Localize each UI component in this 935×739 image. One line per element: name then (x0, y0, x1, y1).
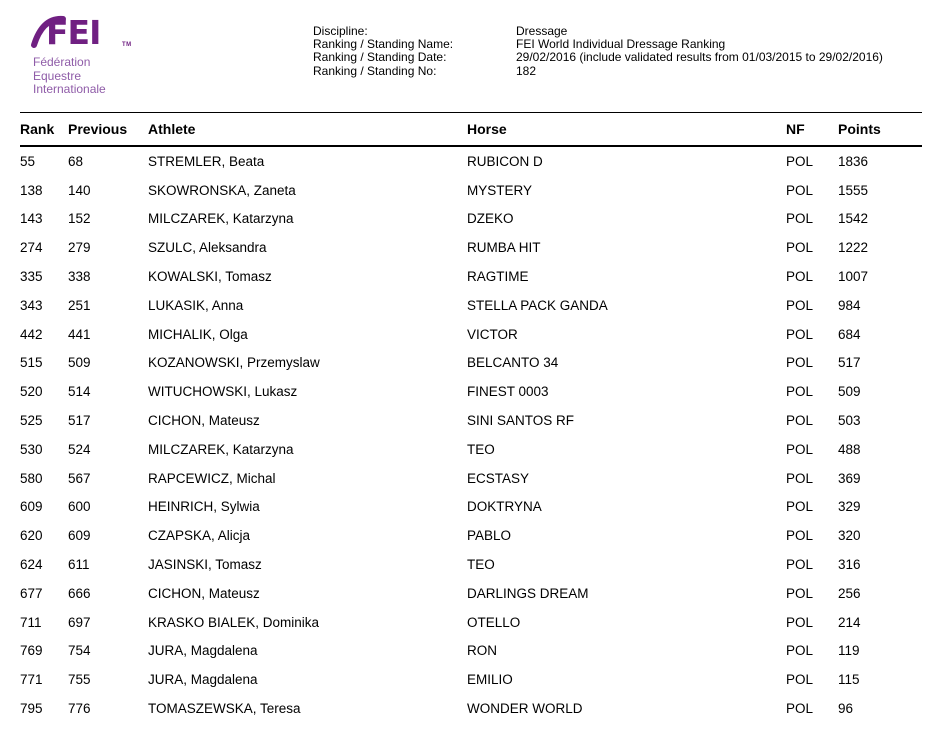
fei-logo (30, 12, 210, 52)
points-cell: 1542 (838, 211, 869, 227)
horse-cell: STELLA PACK GANDA (467, 297, 608, 313)
points-cell: 329 (838, 499, 861, 515)
horse-cell: VICTOR (467, 326, 518, 342)
column-header-rank: Rank (20, 121, 55, 137)
nf-cell: POL (786, 643, 814, 659)
horse-cell: ECSTASY (467, 470, 530, 486)
athlete-cell: JASINSKI, Tomasz (148, 557, 262, 573)
horse-cell: TEO (467, 441, 495, 457)
ranking-date-value: 29/02/2016 (include validated results from 01/03/2015 to 29/02/2016) (516, 50, 883, 65)
points-cell: 96 (838, 701, 854, 717)
previous-cell: 441 (68, 326, 91, 342)
previous-cell: 152 (68, 211, 91, 227)
rank-cell: 520 (20, 384, 43, 400)
table-row (20, 377, 922, 406)
previous-cell: 755 (68, 672, 91, 688)
column-header-horse: Horse (467, 121, 507, 137)
table-row (20, 493, 922, 522)
points-cell: 1222 (838, 240, 869, 256)
nf-cell: POL (786, 470, 814, 486)
nf-cell: POL (786, 413, 814, 429)
logo-subtitle-line: Equestre (33, 68, 82, 83)
rank-cell: 138 (20, 182, 43, 198)
horse-cell: DOKTRYNA (467, 499, 542, 515)
previous-cell: 509 (68, 355, 91, 371)
ranking-table-body (20, 147, 922, 723)
athlete-cell: KOWALSKI, Tomasz (148, 269, 272, 285)
athlete-cell: MICHALIK, Olga (148, 326, 248, 342)
table-row (20, 205, 922, 234)
table-row (20, 233, 922, 262)
rank-cell: 677 (20, 585, 43, 601)
points-cell: 214 (838, 614, 861, 630)
fei-logo-subtitle (33, 56, 106, 97)
table-row (20, 176, 922, 205)
points-cell: 984 (838, 297, 861, 313)
points-cell: 509 (838, 384, 861, 400)
athlete-cell: KRASKO BIALEK, Dominika (148, 614, 320, 630)
horse-cell: TEO (467, 557, 495, 573)
table-row (20, 464, 922, 493)
table-row (20, 320, 922, 349)
previous-cell: 600 (68, 499, 91, 515)
points-cell: 320 (838, 528, 861, 544)
athlete-cell: CZAPSKA, Alicja (148, 528, 251, 544)
athlete-cell: MILCZAREK, Katarzyna (148, 441, 294, 457)
horse-cell: SINI SANTOS RF (467, 413, 575, 429)
horse-cell: DZEKO (467, 211, 514, 227)
nf-cell: POL (786, 384, 814, 400)
nf-cell: POL (786, 614, 814, 630)
nf-cell: POL (786, 499, 814, 515)
previous-cell: 609 (68, 528, 91, 544)
rank-cell: 143 (20, 211, 43, 227)
previous-cell: 68 (68, 153, 84, 169)
points-cell: 517 (838, 355, 861, 371)
table-row (20, 521, 922, 550)
horse-cell: EMILIO (467, 672, 513, 688)
athlete-cell: SKOWRONSKA, Zaneta (148, 182, 296, 198)
table-row (20, 349, 922, 378)
nf-cell: POL (786, 701, 814, 717)
athlete-cell: CICHON, Mateusz (148, 585, 260, 601)
points-cell: 1836 (838, 153, 869, 169)
rank-cell: 343 (20, 297, 43, 313)
table-row (20, 147, 922, 176)
table-row (20, 291, 922, 320)
previous-cell: 140 (68, 182, 91, 198)
trademark-symbol: TM (122, 42, 132, 48)
table-row (20, 694, 922, 723)
ranking-info-labels (313, 25, 453, 78)
table-row (20, 406, 922, 435)
rank-cell: 609 (20, 499, 43, 515)
previous-cell: 338 (68, 269, 91, 285)
ranking-info-values (516, 25, 883, 78)
rank-cell: 620 (20, 528, 43, 544)
rank-cell: 274 (20, 240, 43, 256)
points-cell: 488 (838, 441, 861, 457)
previous-cell: 524 (68, 441, 91, 457)
points-cell: 115 (838, 672, 860, 688)
logo-subtitle-line: Fédération (33, 55, 91, 69)
points-cell: 503 (838, 413, 861, 429)
svg-text:FEI: FEI (46, 13, 101, 52)
nf-cell: POL (786, 240, 814, 256)
previous-cell: 754 (68, 643, 91, 659)
nf-cell: POL (786, 355, 814, 371)
ranking-table-header (20, 112, 922, 147)
table-row (20, 608, 922, 637)
athlete-cell: RAPCEWICZ, Michal (148, 470, 276, 486)
horse-cell: RUMBA HIT (467, 240, 541, 256)
previous-cell: 514 (68, 384, 91, 400)
rank-cell: 624 (20, 557, 43, 573)
rank-cell: 515 (20, 355, 43, 371)
table-row (20, 262, 922, 291)
previous-cell: 666 (68, 585, 91, 601)
athlete-cell: STREMLER, Beata (148, 153, 265, 169)
rank-cell: 55 (20, 153, 36, 169)
logo-subtitle-line: Internationale (33, 82, 106, 96)
table-row (20, 579, 922, 608)
horse-cell: OTELLO (467, 614, 521, 630)
nf-cell: POL (786, 441, 814, 457)
points-cell: 1007 (838, 269, 869, 285)
rank-cell: 335 (20, 269, 43, 285)
table-row (20, 637, 922, 666)
horse-cell: PABLO (467, 528, 512, 544)
horse-cell: RUBICON D (467, 153, 543, 169)
previous-cell: 279 (68, 240, 91, 256)
rank-cell: 771 (20, 672, 43, 688)
athlete-cell: MILCZAREK, Katarzyna (148, 211, 294, 227)
table-row (20, 665, 922, 694)
ranking-name-value: FEI World Individual Dressage Ranking (516, 37, 726, 52)
nf-cell: POL (786, 182, 814, 198)
column-header-points: Points (838, 121, 881, 137)
nf-cell: POL (786, 269, 814, 285)
previous-cell: 776 (68, 701, 91, 717)
nf-cell: POL (786, 672, 814, 688)
ranking-name-label: Ranking / Standing Name: (313, 37, 454, 52)
nf-cell: POL (786, 297, 814, 313)
ranking-date-label: Ranking / Standing Date: (313, 50, 447, 65)
horse-cell: RON (467, 643, 497, 659)
horse-cell: WONDER WORLD (467, 701, 583, 717)
discipline-label: Discipline: (313, 24, 368, 38)
rank-cell: 530 (20, 441, 43, 457)
athlete-cell: JURA, Magdalena (148, 643, 258, 659)
rank-cell: 525 (20, 413, 43, 429)
nf-cell: POL (786, 211, 814, 227)
ranking-table (20, 112, 922, 723)
points-cell: 316 (838, 557, 861, 573)
horse-cell: FINEST 0003 (467, 384, 549, 400)
horse-cell: RAGTIME (467, 269, 529, 285)
athlete-cell: SZULC, Aleksandra (148, 240, 267, 256)
table-row (20, 435, 922, 464)
fei-logo-icon (30, 12, 140, 52)
column-header-athlete: Athlete (148, 121, 196, 137)
column-header-nf: NF (786, 121, 805, 137)
athlete-cell: JURA, Magdalena (148, 672, 258, 688)
athlete-cell: WITUCHOWSKI, Lukasz (148, 384, 298, 400)
nf-cell: POL (786, 326, 814, 342)
athlete-cell: TOMASZEWSKA, Teresa (148, 701, 301, 717)
points-cell: 1555 (838, 182, 869, 198)
previous-cell: 251 (68, 297, 91, 313)
athlete-cell: CICHON, Mateusz (148, 413, 260, 429)
points-cell: 256 (838, 585, 861, 601)
athlete-cell: HEINRICH, Sylwia (148, 499, 260, 515)
rank-cell: 795 (20, 701, 43, 717)
rank-cell: 580 (20, 470, 43, 486)
athlete-cell: KOZANOWSKI, Przemyslaw (148, 355, 320, 371)
rank-cell: 711 (20, 614, 42, 630)
rank-cell: 769 (20, 643, 43, 659)
points-cell: 369 (838, 470, 861, 486)
horse-cell: DARLINGS DREAM (467, 585, 589, 601)
column-header-previous: Previous (68, 121, 128, 137)
ranking-no-value: 182 (516, 63, 537, 78)
discipline-value: Dressage (516, 24, 568, 38)
horse-cell: MYSTERY (467, 182, 533, 198)
rank-cell: 442 (20, 326, 43, 342)
nf-cell: POL (786, 557, 814, 573)
ranking-no-label: Ranking / Standing No: (313, 63, 437, 78)
previous-cell: 567 (68, 470, 91, 486)
points-cell: 684 (838, 326, 861, 342)
horse-cell: BELCANTO 34 (467, 355, 559, 371)
nf-cell: POL (786, 528, 814, 544)
athlete-cell: LUKASIK, Anna (148, 297, 244, 313)
previous-cell: 611 (68, 557, 90, 573)
nf-cell: POL (786, 153, 814, 169)
points-cell: 119 (838, 643, 860, 659)
previous-cell: 517 (68, 413, 91, 429)
previous-cell: 697 (68, 614, 91, 630)
nf-cell: POL (786, 585, 814, 601)
table-row (20, 550, 922, 579)
